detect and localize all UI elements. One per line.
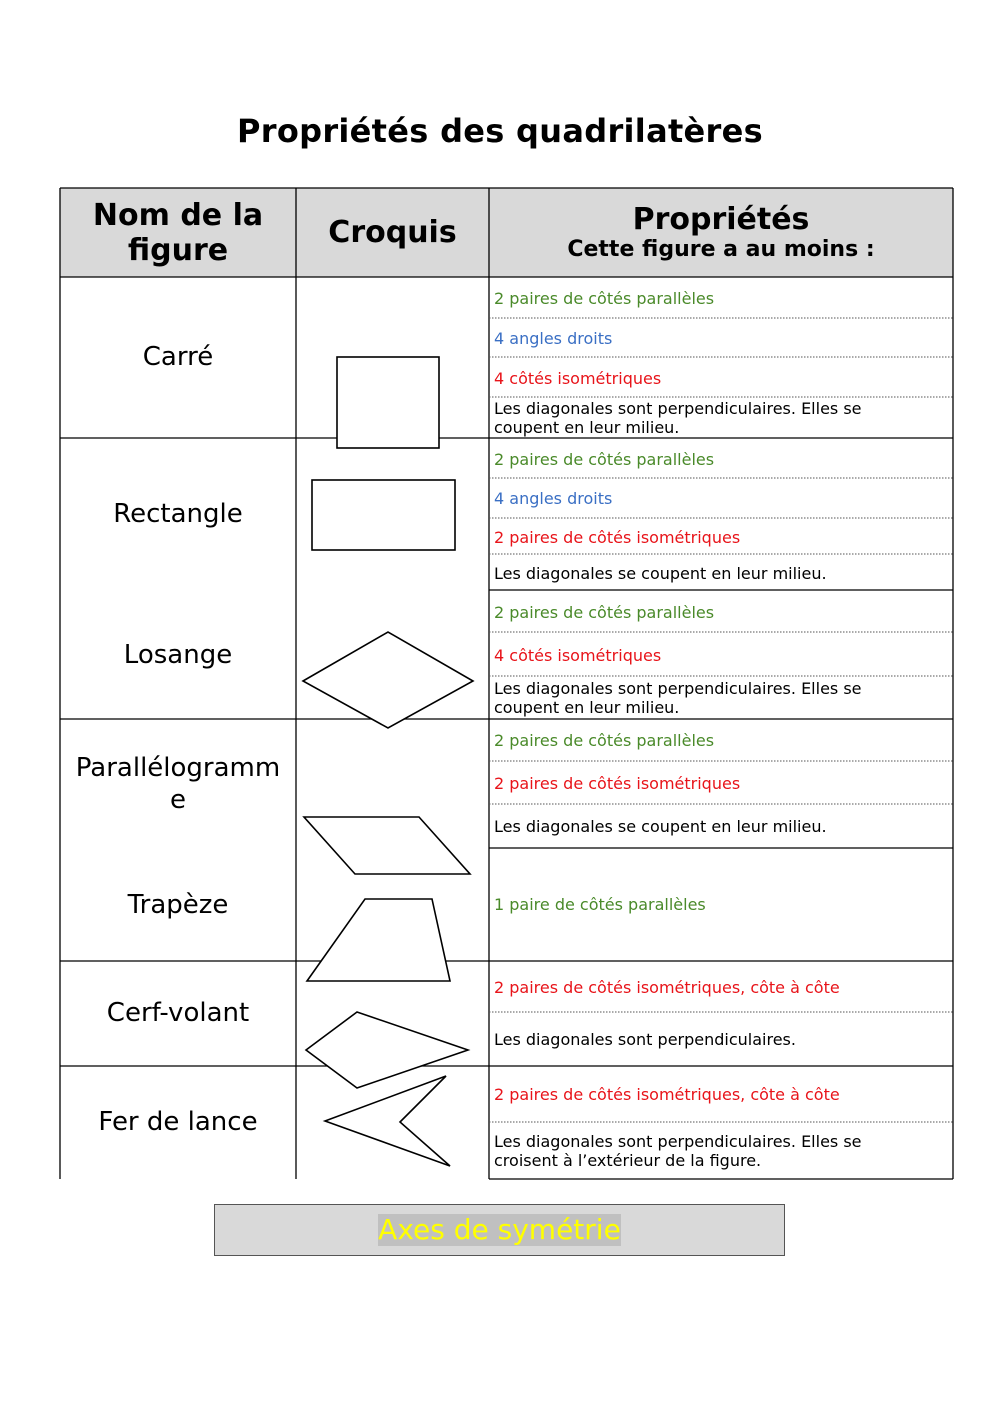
property-item [494,1132,949,1170]
property-item: Les diagonales sont perpendiculaires. [494,1030,796,1049]
property-item: 2 paires de côtés parallèles [494,603,715,622]
header-sketch-label: Croquis [328,215,457,250]
figure-name-losange: Losange [123,640,233,670]
property-line: Les diagonales sont perpendiculaires. Elles se [494,1132,862,1151]
property-item: Les diagonales se coupent en leur milieu. [494,564,827,583]
property-item: 2 paires de côtés parallèles [494,289,715,308]
property-item: 4 côtés isométriques [494,369,662,388]
property-item: 4 angles droits [494,329,613,348]
property-line: croisent à l’extérieur de la figure. [494,1151,762,1170]
arrowhead-sketch [325,1076,450,1166]
trapezoid-sketch [307,899,450,981]
parallelogram-sketch [304,817,470,874]
property-item [494,399,949,437]
header-name-line2: figure [127,232,229,268]
figure-name-parallelogramme-line2: e [170,785,186,815]
property-item: 2 paires de côtés parallèles [494,731,715,750]
property-line: Les diagonales sont perpendiculaires. Elles se [494,399,862,418]
property-item: 4 côtés isométriques [494,646,662,665]
property-line: coupent en leur milieu. [494,418,680,437]
property-item: 4 angles droits [494,489,613,508]
property-item: Les diagonales se coupent en leur milieu. [494,817,827,836]
symmetry-axes-button[interactable] [214,1204,785,1256]
header-properties-subtitle: Cette figure a au moins : [567,237,875,262]
figure-name-parallelogramme-line1: Parallélogramm [75,753,281,783]
property-item: 2 paires de côtés isométriques [494,528,741,547]
figure-name-carre: Carré [142,342,214,372]
figure-name-fer-de-lance: Fer de lance [98,1107,258,1137]
rectangle-sketch [312,480,455,550]
figure-name-rectangle: Rectangle [113,499,243,529]
property-item: 1 paire de côtés parallèles [494,895,706,914]
header-name-line1: Nom de la [92,197,264,233]
property-item: 2 paires de côtés isométriques, côte à côte [494,978,840,997]
property-line: Les diagonales sont perpendiculaires. Elles se [494,679,862,698]
property-item: 2 paires de côtés isométriques, côte à côte [494,1085,840,1104]
property-item [494,679,949,717]
page-title: Propriétés des quadrilatères [237,112,763,150]
figure-name-parallelogramme [60,752,296,816]
property-line: coupent en leur milieu. [494,698,680,717]
figure-name-cerf-volant: Cerf-volant [106,998,250,1028]
property-item: 2 paires de côtés parallèles [494,450,715,469]
header-properties-title: Propriétés [632,202,810,237]
property-item: 2 paires de côtés isométriques [494,774,741,793]
symmetry-axes-label: Axes de symétrie [378,1213,621,1246]
figure-name-trapeze: Trapèze [127,890,229,920]
square-sketch [337,357,439,448]
rhombus-sketch [303,632,473,728]
